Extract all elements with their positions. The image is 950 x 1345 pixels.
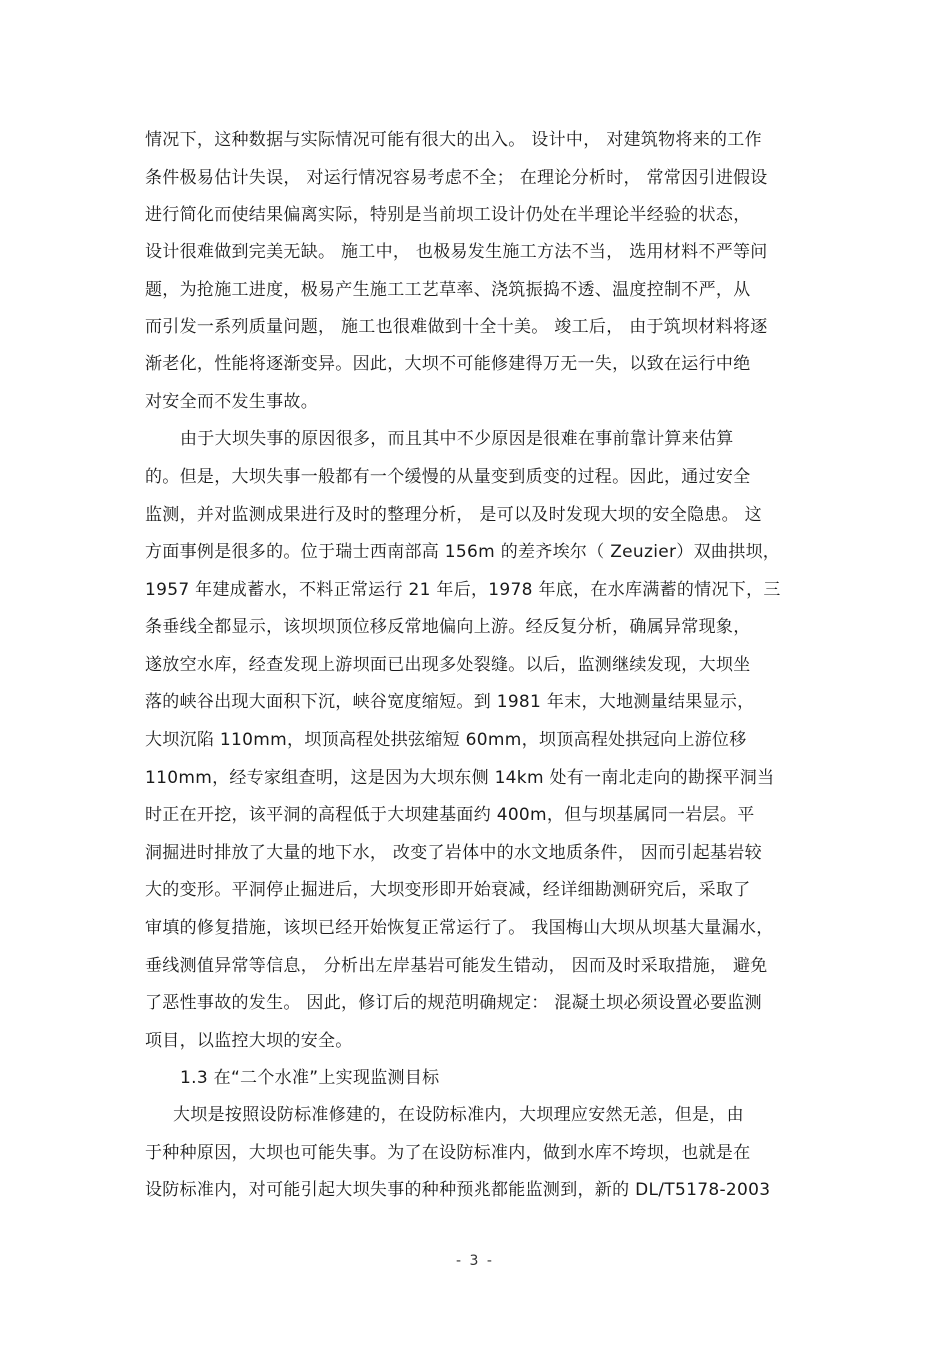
- text-line: 垂线测值异常等信息， 分析出左岸基岩可能发生错动， 因而及时采取措施， 避免: [145, 956, 768, 976]
- paragraph-start-line: 大坝是按照设防标准修建的，在设防标准内，大坝理应安然无恙，但是，由: [173, 1105, 744, 1125]
- text-line: 条件极易估计失误， 对运行情况容易考虑不全； 在理论分析时， 常常因引进假设: [145, 168, 768, 188]
- text-line: 110mm，经专家组查明，这是因为大坝东侧 14km 处有一南北走向的勘探平洞当: [145, 768, 775, 788]
- text-line: 于种种原因，大坝也可能失事。为了在设防标准内，做到水库不垮坝，也就是在: [145, 1143, 751, 1163]
- section-heading: 1.3 在“二个水准”上实现监测目标: [180, 1068, 440, 1088]
- text-line: 情况下，这种数据与实际情况可能有很大的出入。 设计中， 对建筑物将来的工作: [145, 130, 762, 150]
- paragraph-start-line: 由于大坝失事的原因很多，而且其中不少原因是很难在事前靠计算来估算: [180, 429, 734, 449]
- text-line: 1957 年建成蓄水，不料正常运行 21 年后，1978 年底，在水库满蓄的情况下，三: [145, 580, 781, 600]
- text-line: 题，为抢施工进度，极易产生施工工艺草率、浇筑振捣不透、温度控制不严，从: [145, 280, 751, 300]
- text-line: 大坝沉陷 110mm，坝顶高程处拱弦缩短 60mm，坝顶高程处拱冠向上游位移: [145, 730, 747, 750]
- text-line: 审填的修复措施，该坝已经开始恢复正常运行了。 我国梅山大坝从坝基大量漏水，: [145, 918, 774, 938]
- text-line: 进行简化而使结果偏离实际，特别是当前坝工设计仍处在半理论半经验的状态，: [145, 205, 751, 225]
- text-line: 了恶性事故的发生。 因此，修订后的规范明确规定： 混凝土坝必须设置必要监测: [145, 993, 762, 1013]
- text-line: 渐老化，性能将逐渐变异。因此，大坝不可能修建得万无一失，以致在运行中绝: [145, 354, 751, 374]
- text-line: 条垂线全都显示，该坝坝顶位移反常地偏向上游。经反复分析，确属异常现象，: [145, 617, 751, 637]
- text-line: 方面事例是很多的。位于瑞士西南部高 156m 的差齐埃尔（ Zeuzier）双曲拱坝，: [145, 542, 781, 562]
- text-line: 设防标准内，对可能引起大坝失事的种种预兆都能监测到，新的 DL/T5178-2003: [145, 1180, 771, 1200]
- text-line: 对安全而不发生事故。: [145, 392, 318, 412]
- text-line: 遂放空水库，经查发现上游坝面已出现多处裂缝。以后，监测继续发现，大坝坐: [145, 655, 751, 675]
- page-number: - 3 -: [456, 1253, 494, 1269]
- text-line: 大的变形。平洞停止掘进后，大坝变形即开始衰减，经详细勘测研究后，采取了: [145, 880, 751, 900]
- text-line: 时正在开挖，该平洞的高程低于大坝建基面约 400m，但与坝基属同一岩层。平: [145, 805, 755, 825]
- text-line: 项目，以监控大坝的安全。: [145, 1031, 353, 1051]
- text-line: 而引发一系列质量问题， 施工也很难做到十全十美。 竣工后， 由于筑坝材料将逐: [145, 317, 768, 337]
- text-line: 的。但是，大坝失事一般都有一个缓慢的从量变到质变的过程。因此，通过安全: [145, 467, 751, 487]
- text-line: 落的峡谷出现大面积下沉，峡谷宽度缩短。到 1981 年末，大地测量结果显示，: [145, 692, 755, 712]
- text-line: 洞掘进时排放了大量的地下水， 改变了岩体中的水文地质条件， 因而引起基岩较: [145, 843, 762, 863]
- text-line: 设计很难做到完美无缺。 施工中， 也极易发生施工方法不当， 选用材料不严等问: [145, 242, 768, 262]
- text-line: 监测，并对监测成果进行及时的整理分析， 是可以及时发现大坝的安全隐患。 这: [145, 505, 762, 525]
